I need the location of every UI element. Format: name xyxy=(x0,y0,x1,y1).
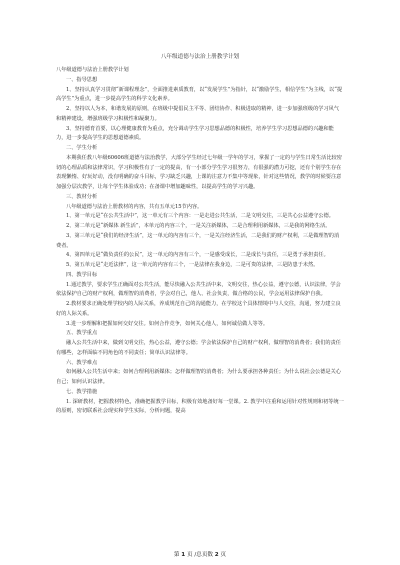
document-title: 八年级道德与法治上册教学计划 xyxy=(160,54,240,60)
difficulties: 如何融入公共生活中来；如何合理利用新媒体；怎样做理智的消费者；为什么要承担各种责任；为什么说社会公德是关心自己；如何认识法律。 xyxy=(56,369,341,385)
students-analysis: 本期我任教八年级60606班道德与法治教学，大部分学生经过七年级一学年的学习，掌握了一定的与学生日常生活比较密切的心理品质和法律常识，学习积极性有了一定的提高，有一小部分学生学习很努力，有很强的潜力可挖，还有个别学生存在表现懒惰、好玩好动，没有明确的奋斗目标，学习缺乏兴趣，上课的注意力不集中等现象，针对这些情况，教学的时候要注意加强分层次教学，让每个学生体验成功；在备课中增加趣味性，以提高学生的学习兴趣。 xyxy=(56,154,342,190)
guiding-item-3: 3、坚持德育首要，以心理健康教育为重点，充分调动学生学习思想品德的积极性，培养学生学习思想品德的兴趣和能力，进一步提高学生的思想道德素质。 xyxy=(56,125,334,142)
section-heading-students: 二、学生分析 xyxy=(66,145,98,151)
section-heading-measures: 七、教学措施 xyxy=(66,388,98,395)
section-heading-key-points: 五、教学重点 xyxy=(66,330,98,337)
unit-2: 2、第二单元是“新媒体 新生活”，本单元的内容三个，一是关注新媒体，二是合理利用新媒体，三是我的网络生活。 xyxy=(66,223,331,229)
unit-3: 3、第三单元是“我们的经济生活”，这一单元的内容有三个，一是关注经济生活，二是我们的财产权利，三是做理智的消费者。 xyxy=(56,232,340,249)
section-heading-goals: 四、教学目标 xyxy=(66,271,98,278)
page-footer xyxy=(0,550,400,558)
footer-prefix: 第 xyxy=(173,552,180,558)
plan-heading: 八年级道德与法治上册教学计划 xyxy=(56,67,129,73)
section-heading-difficulties: 六、教学难点 xyxy=(66,359,98,366)
key-points: 融入公共生活中来，做到文明交往，热心公益，遵守公德；学会依法保护自己的财产权利，做理智的消费者；我们的责任有哪些，怎样面临不同角色的不同责任；简单认识法律等。 xyxy=(56,340,341,356)
document-body xyxy=(56,66,344,417)
footer-suffix: 页 xyxy=(220,552,227,558)
footer-middle: 页 /总页数 xyxy=(186,552,214,558)
section-heading-materials: 三、教材分析 xyxy=(66,193,98,200)
unit-4: 4、第四单元是“做负责任的公民”，这一单元的内容有三个，一是感受成长，二是成长与责任，三是勇于承担责任。 xyxy=(66,252,329,259)
guiding-item-1: 1、坚持认真学习贯彻“新课程理念”，全面推进素质教育，以“发展学生”为指针，以“激励学生，相信学生”为主线，以“提高学生”为重点，进一步提高学生的科学文化素养。 xyxy=(56,86,343,103)
measures: 1. 深研教材，把握教材特色，准确把握教学目标，积极有效地备好每一堂课。2. 教学中注重和运用针对性规则和初等统一的原则，密切联系社会现实和学生实际，分析问题，提高 xyxy=(56,398,344,415)
unit-1: 1、第一单元是“在公共生活中”，这一单元有三个内容：一是走进公共生活，二是文明交往，三是共心公益遵守公德。 xyxy=(66,213,334,220)
goal-1: 1.通过教学，要求学生正确面对公共生活，能尽快融入公共生活中来，文明交往，热心公益，遵守公德，认识法律，学会依法保护自己的财产权利，做理智的消费者，学会对自己，他人、社会负责，做合格的公民，学会运用法律保护自我。 xyxy=(56,281,341,298)
unit-5: 5、第五单元是“走近法律”，这一单元的内容有三个，一是法律在我身边，二是可贵的法律，三是防患于未然。 xyxy=(66,262,319,268)
goal-3: 3.进一步理解和把握如何交好交往。如何合作竞争，如何关心他人，如何诚信做人等等。 xyxy=(66,320,269,327)
section-heading-guiding: 一、指导思想 xyxy=(66,76,98,83)
footer-page-current: 1 xyxy=(181,552,186,558)
guiding-item-2: 2、坚持以人为本，和谐发展的原则，在班级中提倡民主平等、团结协作、积极进取的精神，进一步加强班级的学习风气和精神建设，增强班级学习积极性和凝聚力。 xyxy=(56,106,340,122)
materials-intro: 八年级道德与法治上册教材的内容，共有五单元15节内容。 xyxy=(66,203,203,210)
goal-2: 2.教材要求正确处理学校内的人际关系，养成规范自己的沟通能力，在学校这个具体情境中与人交往，沟通，努力建立良好的人际关系。 xyxy=(56,301,341,317)
footer-page-total: 2 xyxy=(214,552,219,558)
